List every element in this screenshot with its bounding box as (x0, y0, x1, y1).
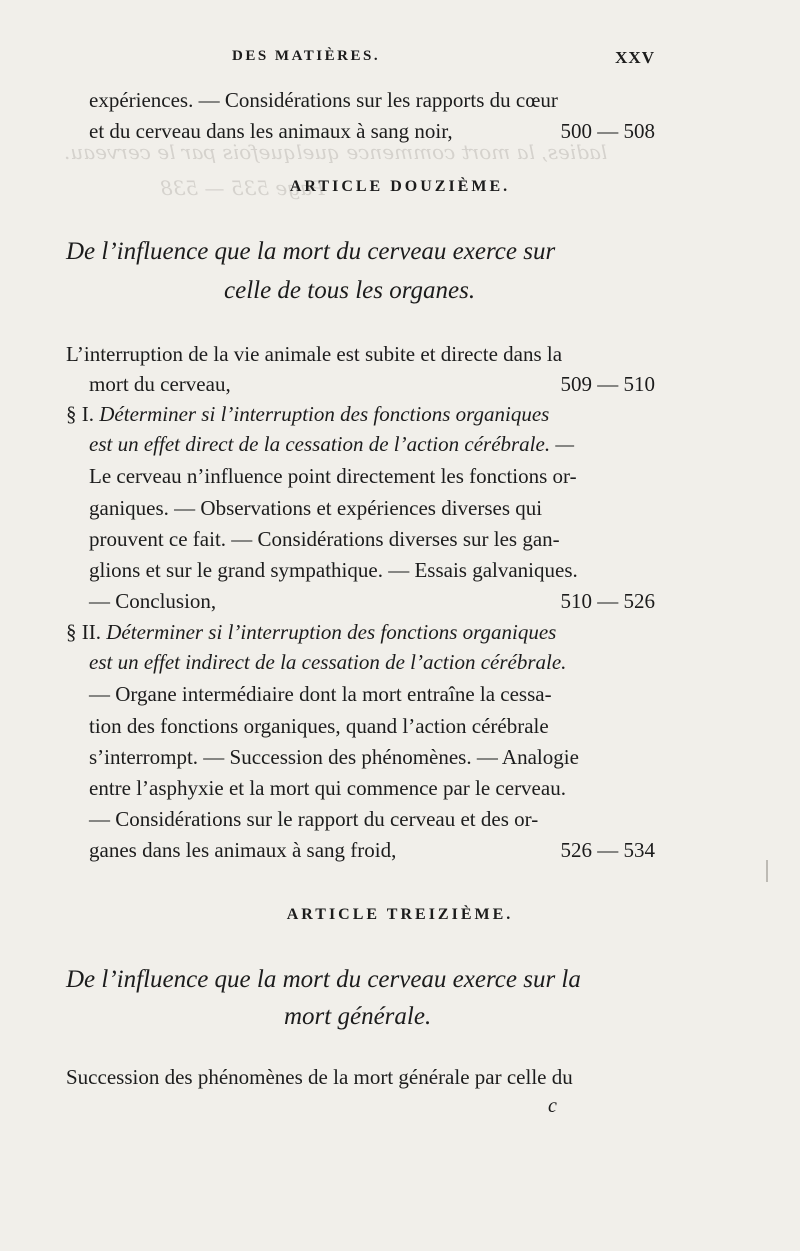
article-13-heading: ARTICLE TREIZIÈME. (286, 906, 514, 923)
section-1-line-7 (89, 587, 655, 615)
section-2-line-7: — Considérations sur le rapport du cerveau et des or- (89, 807, 539, 831)
section-2-line-3: — Organe intermédiaire dont la mort entraîne la cessa- (89, 682, 552, 706)
section-1-line-6: glions et sur le grand sympathique. — Essais galvaniques. (89, 558, 578, 582)
section-1-title-line-2 (89, 430, 574, 458)
article-12-intro-line-1: L’interruption de la vie animale est subite et directe dans la (66, 342, 563, 366)
article-12-subject-line-1: De l’influence que la mort du cerveau exerce sur (66, 238, 556, 265)
article-12-subject-line-2: celle de tous les organes. (224, 277, 476, 304)
article-13-text-line-1: Succession des phénomènes de la mort générale par celle du (66, 1065, 573, 1089)
section-2-text: ganes dans les animaux à sang froid, (89, 838, 397, 862)
section-2-title: Déterminer si l’interruption des fonctions organiques (106, 620, 557, 644)
section-2-mark: § II. (66, 620, 101, 644)
section-1-title-cont: est un effet direct de la cessation de l’action cérébrale. — (89, 432, 575, 456)
section-1-title-line-1 (66, 400, 549, 428)
article-12-intro-line-2 (89, 370, 655, 398)
intro-text: mort du cerveau, (89, 372, 231, 396)
section-2-line-6: entre l’asphyxie et la mort qui commence par le cerveau. (89, 776, 566, 800)
section-2-title-line-1 (66, 618, 556, 646)
running-head-title: DES MATIÈRES. (232, 48, 381, 64)
article-13-subject-line-1: De l’influence que la mort du cerveau exerce sur la (66, 966, 581, 993)
section-1-title: Déterminer si l’interruption des fonctions organiques (99, 402, 550, 426)
section-2-pages: 526 — 534 (560, 838, 655, 862)
opening-entry-text: et du cerveau dans les animaux à sang noir, (89, 119, 453, 143)
opening-entry-pages: 500 — 508 (560, 119, 655, 143)
page-folio: XXV (615, 48, 655, 67)
section-1-line-5: prouvent ce fait. — Considérations diverses sur les gan- (89, 527, 560, 551)
section-2-title-line-2 (89, 648, 566, 676)
signature-mark: c (548, 1095, 557, 1117)
section-2-line-4: tion des fonctions organiques, quand l’action cérébrale (89, 714, 549, 738)
opening-entry-line-2 (89, 117, 655, 145)
section-2-line-8 (89, 836, 655, 864)
margin-mark (766, 860, 768, 882)
section-1-line-3: Le cerveau n’influence point directement les fonctions or- (89, 464, 577, 488)
section-1-pages: 510 — 526 (560, 589, 655, 613)
intro-pages: 509 — 510 (560, 372, 655, 396)
section-1-mark: § I. (66, 402, 94, 426)
article-13-subject-line-2: mort générale. (284, 1003, 432, 1030)
show-through-pages: Page 535 — 538 (160, 176, 325, 200)
show-through-text: ladies, la mort commence quelquefois par le cerveau. (64, 140, 608, 164)
opening-entry-line-1: expériences. — Considérations sur les rapports du cœur (89, 88, 558, 112)
section-1-conclusion: — Conclusion, (89, 589, 217, 613)
section-1-line-4: ganiques. — Observations et expériences diverses qui (89, 496, 543, 520)
section-2-title-cont: est un effet indirect de la cessation de l’action cérébrale. (89, 650, 567, 674)
article-12-heading: ARTICLE DOUZIÈME. (289, 178, 511, 195)
section-2-line-5: s’interrompt. — Succession des phénomènes. — Analogie (89, 745, 579, 769)
running-head (0, 46, 800, 74)
